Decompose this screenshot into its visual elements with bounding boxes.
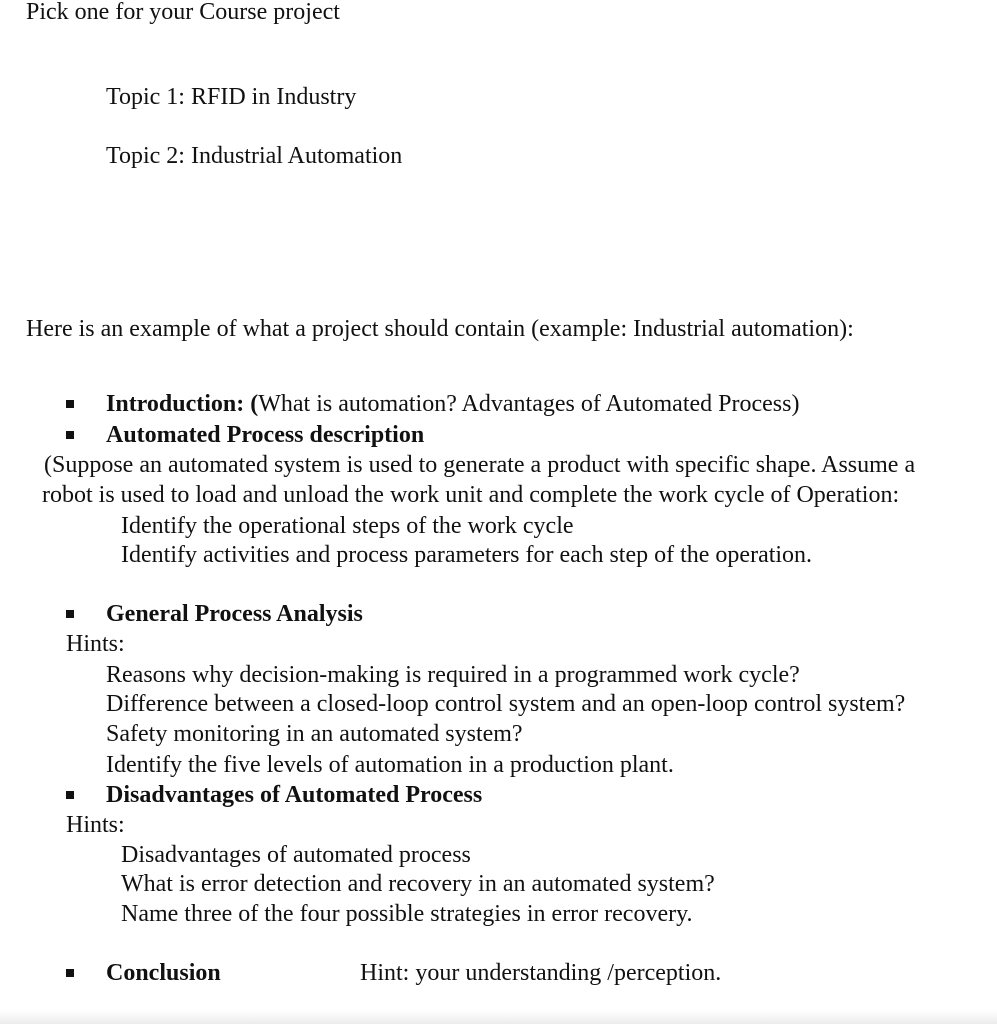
bullet-disadvantages bbox=[66, 791, 74, 799]
disadvantages-item-2: What is error detection and recovery in an automated system? bbox=[121, 871, 715, 897]
disadvantages-item-1: Disadvantages of automated process bbox=[121, 842, 471, 868]
disadvantages-title: Disadvantages of Automated Process bbox=[106, 782, 483, 808]
conclusion-title: Conclusion bbox=[106, 960, 221, 986]
bullet-conclusion bbox=[66, 969, 74, 977]
process-description-paragraph-line-1: (Suppose an automated system is used to generate a product with specific shape. Assume a bbox=[44, 452, 916, 478]
introduction-line bbox=[106, 389, 799, 419]
page-bottom-edge bbox=[0, 1010, 997, 1024]
conclusion-hint: Hint: your understanding /perception. bbox=[360, 960, 722, 986]
process-description-title: Automated Process description bbox=[106, 422, 425, 448]
bullet-process-description bbox=[66, 431, 74, 439]
process-description-item-1: Identify the operational steps of the work cycle bbox=[121, 513, 574, 539]
general-analysis-item-3: Safety monitoring in an automated system? bbox=[106, 721, 523, 747]
disadvantages-hints-label: Hints: bbox=[66, 812, 125, 838]
bullet-general-analysis bbox=[66, 610, 74, 618]
bullet-introduction bbox=[66, 400, 74, 408]
intro-text: Here is an example of what a project should contain (example: Industrial automation): bbox=[26, 316, 854, 342]
topic-1: Topic 1: RFID in Industry bbox=[106, 84, 357, 110]
introduction-text: What is automation? Advantages of Automated Process) bbox=[258, 391, 800, 417]
general-analysis-title: General Process Analysis bbox=[106, 601, 363, 627]
disadvantages-item-3: Name three of the four possible strategies in error recovery. bbox=[121, 901, 693, 927]
general-analysis-item-2: Difference between a closed-loop control system and an open-loop control system? bbox=[106, 691, 906, 717]
general-analysis-item-4: Identify the five levels of automation in a production plant. bbox=[106, 752, 674, 778]
introduction-title: Introduction: ( bbox=[106, 391, 259, 417]
general-analysis-hints-label: Hints: bbox=[66, 631, 125, 657]
process-description-paragraph-line-2: robot is used to load and unload the work unit and complete the work cycle of Operation: bbox=[42, 482, 900, 508]
general-analysis-item-1: Reasons why decision-making is required in a programmed work cycle? bbox=[106, 662, 800, 688]
process-description-item-2: Identify activities and process parameters for each step of the operation. bbox=[121, 542, 813, 568]
topic-2: Topic 2: Industrial Automation bbox=[106, 143, 403, 169]
page-heading: Pick one for your Course project bbox=[26, 0, 340, 25]
